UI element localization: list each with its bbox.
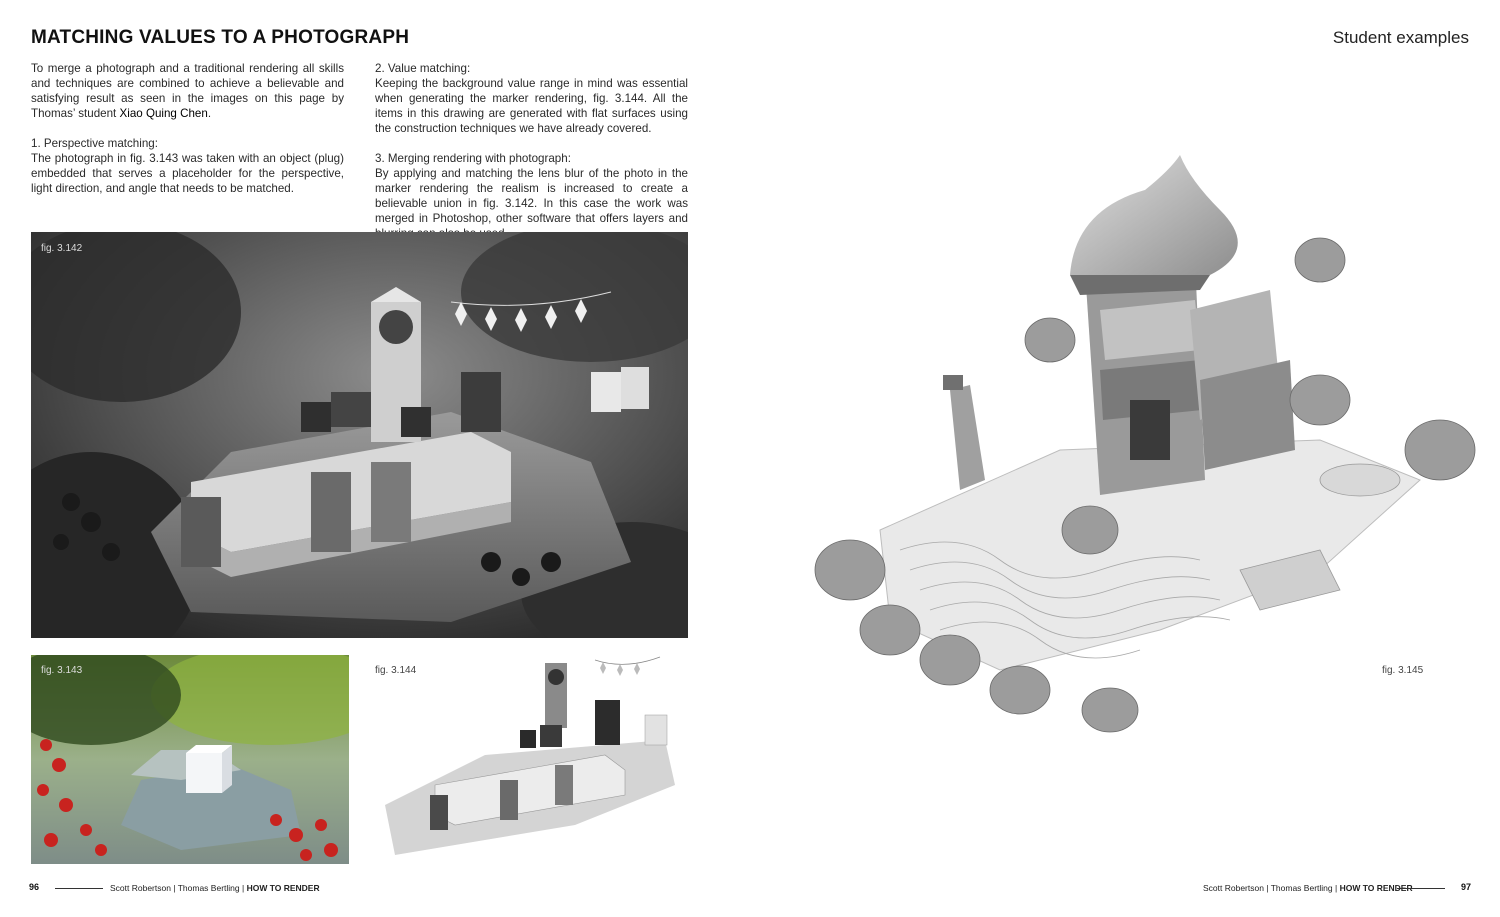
footer-rule-right — [1397, 888, 1445, 889]
footer-book-right: HOW TO RENDER — [1339, 883, 1413, 893]
figure-3-145-label: fig. 3.145 — [1382, 665, 1424, 676]
text-column-1 — [31, 61, 344, 196]
footer-rule-left — [55, 888, 103, 889]
right-page-header: Student examples — [1332, 28, 1469, 47]
figure-3-144-image — [375, 655, 688, 864]
text-column-2 — [375, 61, 688, 241]
figure-3-143-image — [31, 655, 349, 864]
page-title: MATCHING VALUES TO A PHOTOGRAPH — [31, 27, 410, 48]
figure-3-145-image — [800, 150, 1480, 740]
footer-authors-left: Scott Robertson | Thomas Bertling | — [110, 883, 245, 893]
student-name: Xiao Quing Chen — [119, 107, 208, 120]
section-3-heading: 3. Merging rendering with photograph: — [375, 152, 571, 165]
figure-3-142-label: fig. 3.142 — [41, 243, 83, 254]
page-number-right: 97 — [1461, 882, 1472, 892]
section-2-body: Keeping the background value range in mind was essential when generating the marker rendering, fig. 3.144. All the items in this drawing are generated with flat surfaces using the construction techniques we have already covered. — [375, 77, 688, 135]
section-1-heading: 1. Perspective matching: — [31, 137, 158, 150]
footer-left — [110, 883, 320, 893]
footer-right — [1203, 883, 1413, 893]
footer-authors-right: Scott Robertson | Thomas Bertling | — [1203, 883, 1338, 893]
figure-3-143-label: fig. 3.143 — [41, 665, 83, 676]
figure-3-144-label: fig. 3.144 — [375, 665, 417, 676]
section-3-body: By applying and matching the lens blur of the photo in the marker rendering the realism is increased to create a believable union in fig. 3.142. In this case the work was merged in Photoshop, other software that offers layers and — [375, 167, 688, 225]
figure-3-142-image — [31, 232, 688, 638]
section-2-heading: 2. Value matching: — [375, 62, 471, 75]
footer-book-left: HOW TO RENDER — [246, 883, 320, 893]
page-number-left: 96 — [29, 882, 40, 892]
intro-end: . — [207, 107, 212, 120]
section-1-body: The photograph in fig. 3.143 was taken with an object (plug) embedded that serves a placeholder for the perspective, light direction, and angle that needs to be matched. — [31, 152, 344, 195]
intro-text: To merge a photograph and a traditional rendering all skills and techniques are combined to achieve a believable and satisfying result as seen in the images on this page by Thomas’ student — [31, 62, 344, 120]
